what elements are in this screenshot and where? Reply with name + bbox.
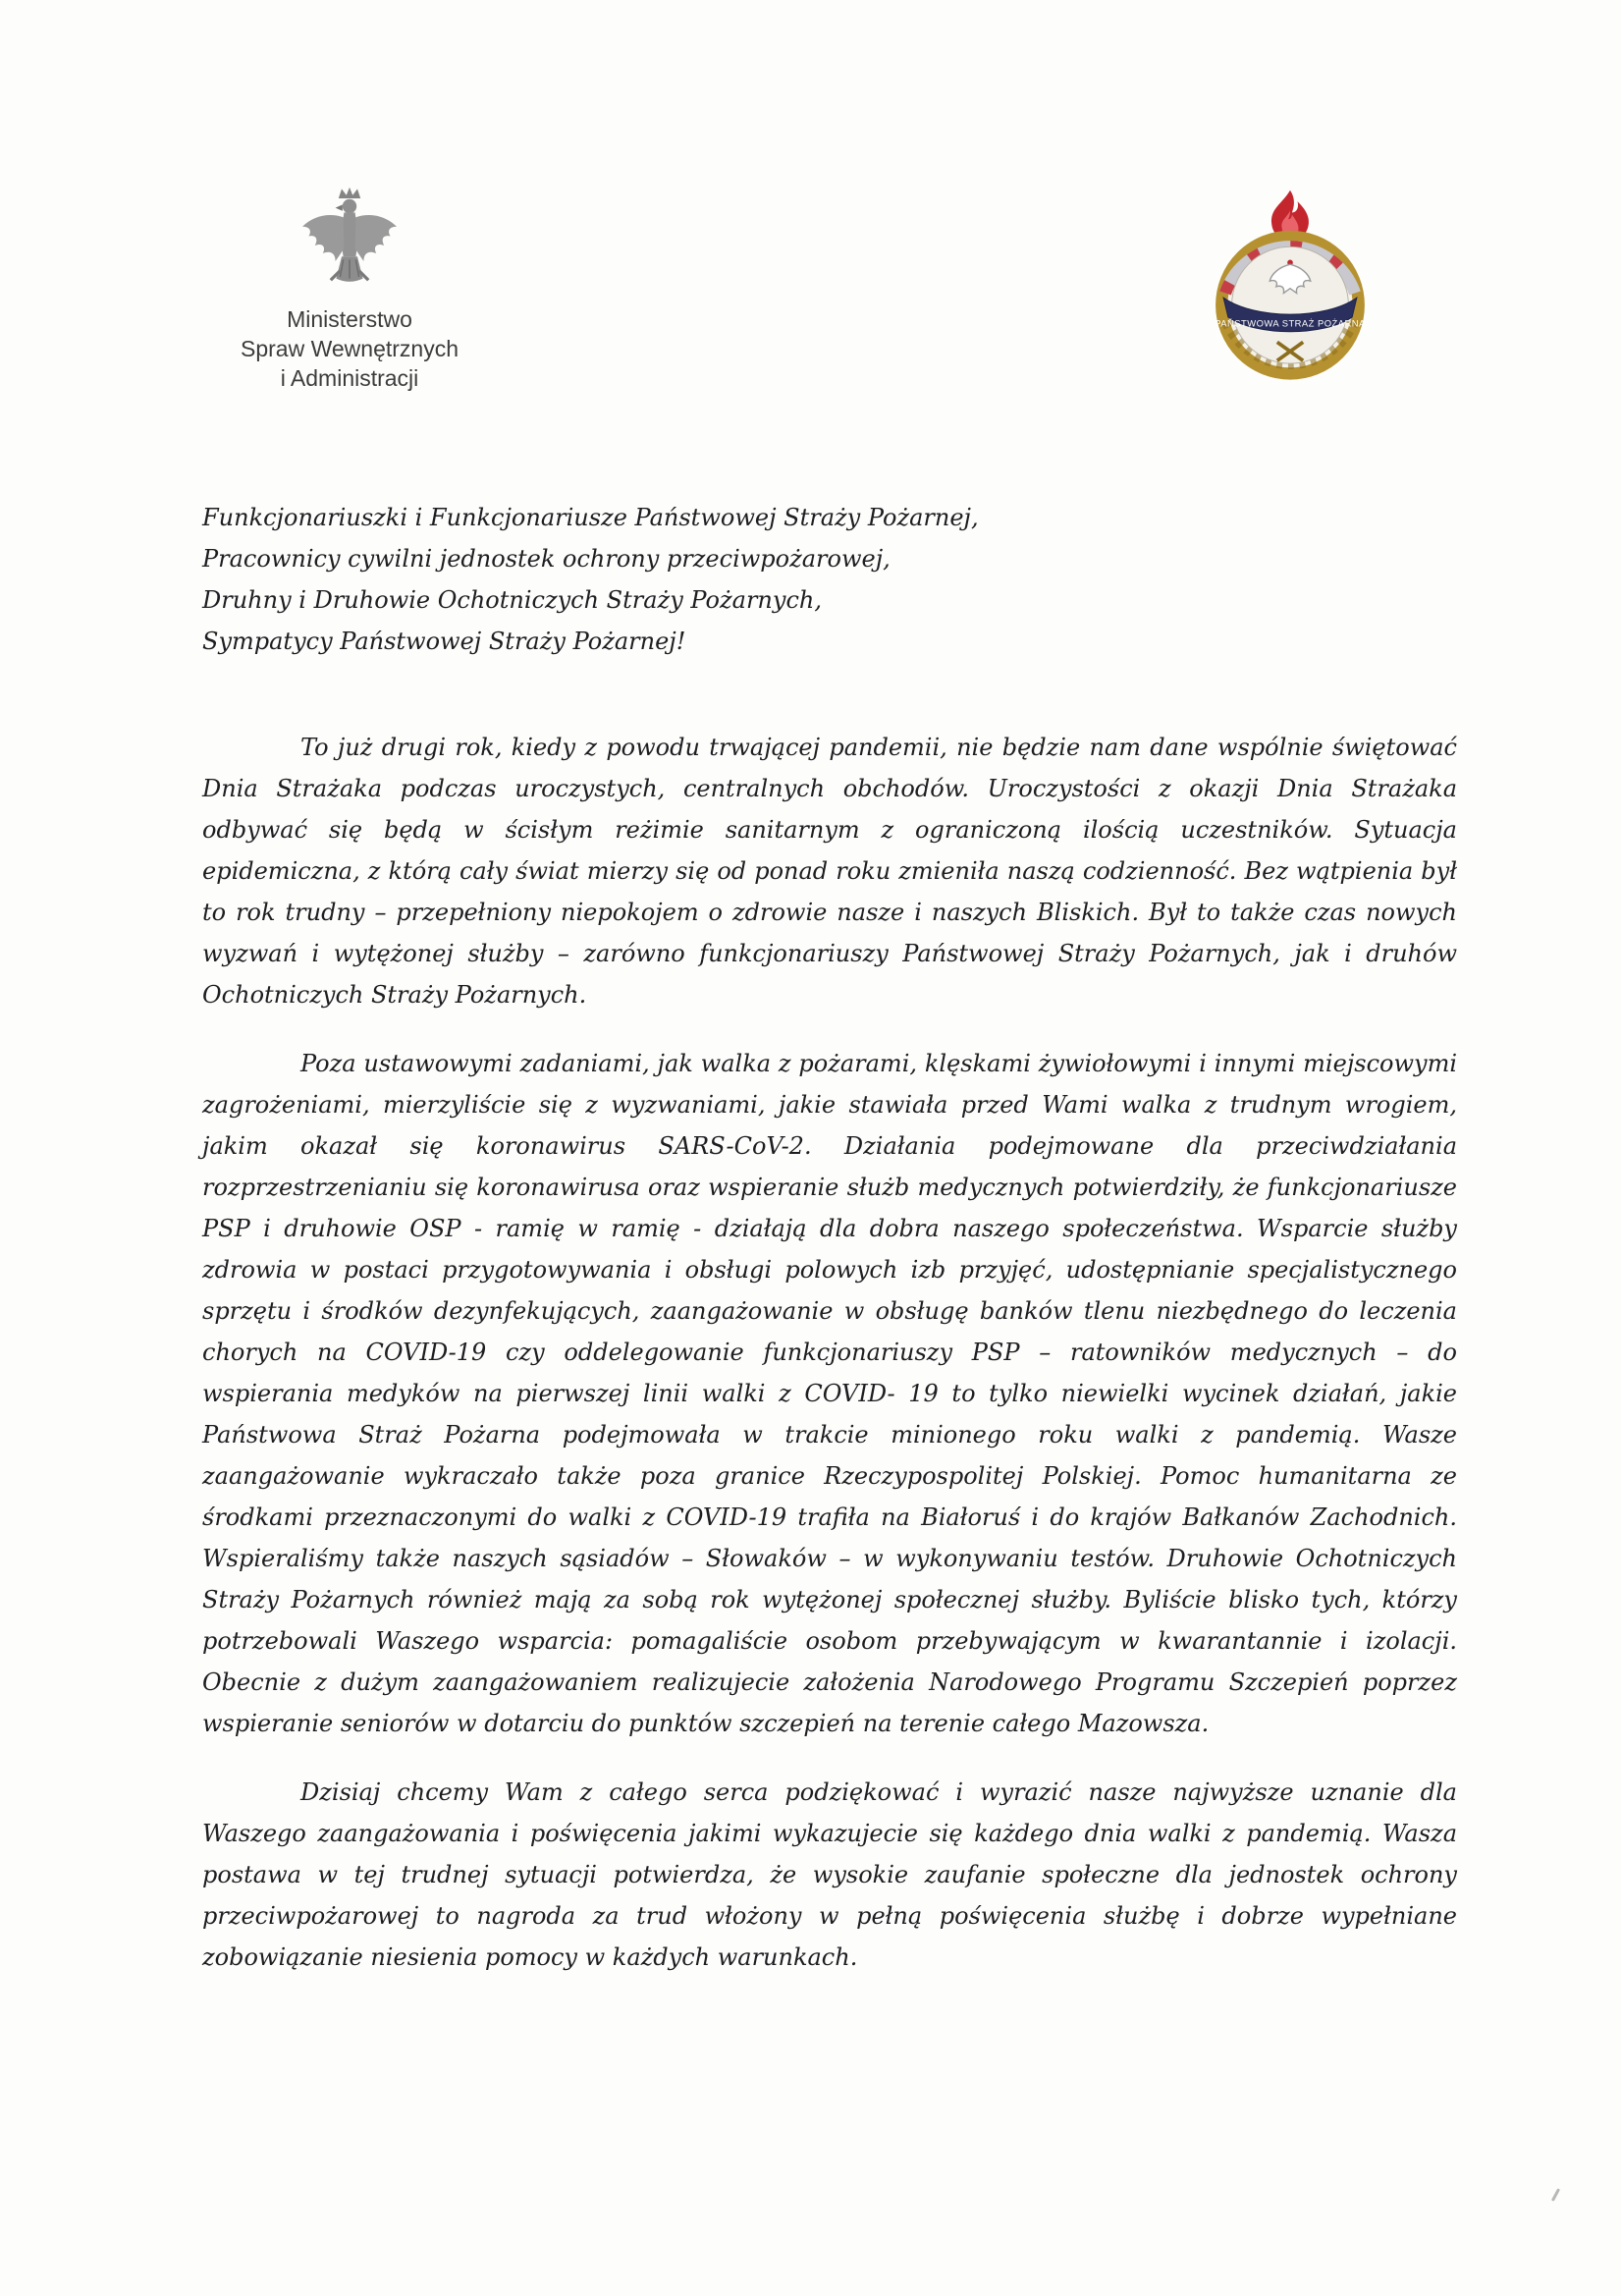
scan-artifact [1551, 2188, 1560, 2202]
ministry-letterhead [202, 183, 497, 393]
poland-eagle-emblem-icon [295, 183, 405, 301]
eagle-crown-icon [339, 188, 360, 198]
ministry-name-line2: Spraw Wewnętrznych [241, 336, 459, 361]
fire-service-emblem-icon [1207, 187, 1374, 383]
letter-paragraph-2: Poza ustawowymi zadaniami, jak walka z pożarami, klęskami żywiołowymi i innymi miejscowymi zagrożeniami, mierzyliście się z wyzwaniami, jakie stawiała przed Wami walka z trudnym wrogiem, jakim okazał się koronawirus SARS-CoV-2. Działania podejmowane dla przeciwdziałania rozprzestrzenianiu się koronawirusa oraz wspieranie służb medycznych potwierdziły, że funkcjonariusze PSP i druhowie OSP - ramię w ramię - działają dla dobra naszego społeczeństwa. Wsparcie służby zdrowia w postaci przygotowywania i obsługi polowych izb przyjęć, udostępnianie specjalistycznego sprzętu i środków dezynfekujących, zaangażowanie w obsługę banków tlenu niezbędnego do leczenia chorych na COVID-19 czy oddelegowanie funkcjonariuszy PSP – ratowników medycznych – do wspierania medyków na pierwszej linii walki z COVID- 19 to tylko niewielki wycinek działań, jakie Państwowa Straż Pożarna podejmowała w trakcie minionego roku walki z pandemią. Wasze zaangażowanie wykraczało także poza granice Rzeczypospolitej Polskiej. Pomoc humanitarna ze środkami przeznaczonymi do walki z COVID-19 trafiła na Białoruś i do krajów Bałkanów Zachodnich. Wspieraliśmy także naszych sąsiadów – Słowaków – w wykonywaniu testów. Druhowie Ochotniczych Straży Pożarnych również mają za sobą rok wytężonej społecznej służby. Byliście blisko tych, którzy potrzebowali Waszego wsparcia: pomagaliście osobom przebywającym w kwarantannie i izolacji. Obecnie z dużym zaangażowaniem realizujecie założenia Narodowego Programu Szczepień poprzez wspieranie seniorów w dotarciu do punktów szczepień na terenie całego Mazowsza. [202, 1050, 1457, 1737]
salutation-line2: Pracownicy cywilni jednostek ochrony przeciwpożarowej, [202, 545, 891, 573]
eagle-body-icon [302, 199, 397, 282]
salutation [202, 497, 1457, 662]
ministry-name-line3: i Administracji [280, 365, 419, 391]
ministry-name-line1: Ministerstwo [287, 306, 412, 332]
salutation-line1: Funkcjonariuszki i Funkcjonariusze Państwowej Straży Pożarnej, [202, 504, 979, 531]
salutation-line4: Sympatycy Państwowej Straży Pożarnej! [202, 628, 686, 655]
salutation-line3: Druhny i Druhowie Ochotniczych Straży Pożarnych, [202, 586, 822, 614]
ministry-name [202, 304, 497, 393]
letter-body [202, 497, 1457, 2005]
letter-paragraph-3: Dzisiaj chcemy Wam z całego serca podziękować i wyrazić nasze najwyższe uznanie dla Waszego zaangażowania i poświęcenia jakimi wykazujecie się każdego dnia walki z pandemią. Wasza postawa w tej trudnej sytuacji potwierdza, że wysokie zaufanie społeczne dla jednostek ochrony przeciwpożarowej to nagroda za trud włożony w pełną poświęcenia służbę i dobrze wypełniane zobowiązanie niesienia pomocy w każdych warunkach. [202, 1778, 1457, 1971]
badge-banner-text: PAŃSTWOWA STRAŻ POŻARNA [1215, 317, 1366, 329]
letter-paragraph-1: To już drugi rok, kiedy z powodu trwającej pandemii, nie będzie nam dane wspólnie świętować Dnia Strażaka podczas uroczystych, centralnych obchodów. Uroczystości z okazji Dnia Strażaka odbywać się będą w ścisłym reżimie sanitarnym z ograniczoną ilością uczestników. Sytuacja epidemiczna, z którą cały świat mierzy się od ponad roku zmieniła naszą codzienność. Bez wątpienia był to rok trudny – przepełniony niepokojem o zdrowie nasze i naszych Bliskich. Był to także czas nowych wyzwań i wytężonej służby – zarówno funkcjonariuszy Państwowej Straży Pożarnych, jak i druhów Ochotniczych Straży Pożarnych. [202, 734, 1457, 1009]
